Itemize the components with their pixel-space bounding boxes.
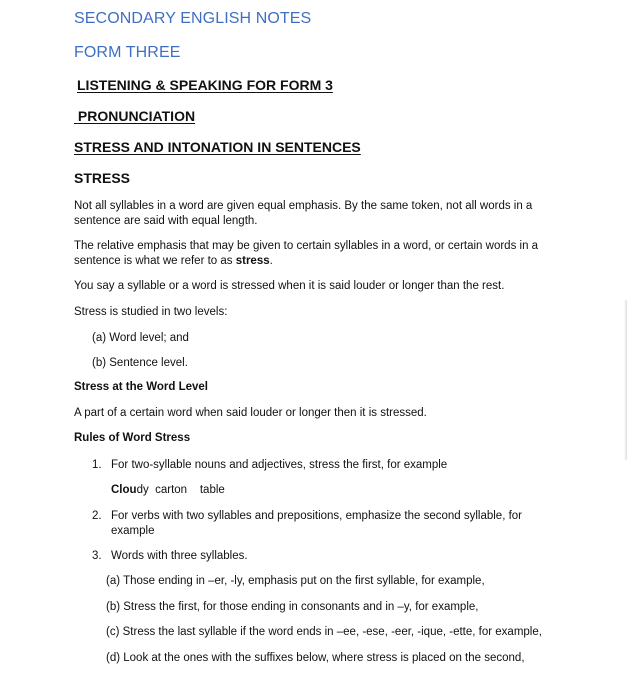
document-title: SECONDARY ENGLISH NOTES — [74, 10, 312, 27]
sub-rule-marker: (a) — [106, 575, 121, 587]
stress-heading: STRESS — [74, 170, 131, 186]
stress-term: stress — [235, 255, 270, 267]
example-word-table: table — [199, 484, 225, 496]
sub-rule-text: Those ending in –er, -ly, emphasis put on the first syllable, for example, — [123, 575, 485, 587]
paragraph-relative-emphasis-text: The relative emphasis that may be given to certain syllables in a word, or certain words in a sentence is what we refer to as — [74, 240, 539, 267]
sub-rule-item — [106, 574, 485, 589]
word-level-heading: Stress at the Word Level — [74, 381, 208, 393]
level-item — [92, 356, 188, 371]
pronunciation-heading-text: PRONUNCIATION — [77, 108, 196, 124]
rule-examples — [111, 483, 225, 498]
stressed-syllable: Clou — [111, 484, 137, 496]
rule-text: For verbs with two syllables and prepositions, emphasize the second syllable, for example — [111, 510, 523, 537]
stress-intonation-heading: STRESS AND INTONATION IN SENTENCES — [74, 139, 361, 155]
level-item — [92, 331, 189, 346]
word-level-definition: A part of a certain word when said louder or longer then it is stressed. — [74, 407, 427, 419]
unstressed-syllable: dy — [136, 484, 149, 496]
sub-rule-text: Look at the ones with the suffixes below, where stress is placed on the second, — [123, 652, 525, 664]
paragraph-louder-longer: You say a syllable or a word is stressed when it is said louder or longer than the rest. — [74, 280, 505, 292]
rule-text: Words with three syllables. — [111, 550, 248, 562]
level-marker: (b) — [92, 357, 107, 369]
sub-rule-item — [106, 651, 525, 666]
example-word-carton: carton — [155, 484, 188, 496]
paragraph-syllables: Not all syllables in a word are given equal emphasis. By the same token, not all words in a sentence are said with equal length. — [74, 200, 533, 227]
sub-rule-item — [106, 600, 478, 615]
pronunciation-heading — [74, 108, 195, 124]
rules-heading: Rules of Word Stress — [74, 432, 191, 444]
rule-number: 2. — [92, 510, 102, 522]
rule-number: 1. — [92, 459, 102, 471]
sub-rule-item — [106, 625, 542, 640]
level-text: Word level; and — [109, 332, 189, 344]
listening-heading: LISTENING & SPEAKING FOR FORM 3 — [77, 77, 333, 93]
sub-rule-marker: (b) — [106, 601, 121, 613]
paragraph-two-levels: Stress is studied in two levels: — [74, 306, 228, 318]
paragraph-period: . — [269, 255, 273, 267]
sub-rule-marker: (d) — [106, 652, 121, 664]
sub-rule-text: Stress the last syllable if the word ends in –ee, -ese, -eer, -ique, -ette, for example, — [122, 626, 542, 638]
level-text: Sentence level. — [109, 357, 188, 369]
paragraph-relative-emphasis — [74, 239, 544, 269]
form-heading: FORM THREE — [74, 44, 181, 61]
rule-text: For two-syllable nouns and adjectives, stress the first, for example — [111, 459, 448, 471]
rule-number: 3. — [92, 550, 102, 562]
sub-rule-marker: (c) — [106, 626, 120, 638]
level-marker: (a) — [92, 332, 107, 344]
sub-rule-text: Stress the first, for those ending in consonants and in –y, for example, — [123, 601, 479, 613]
